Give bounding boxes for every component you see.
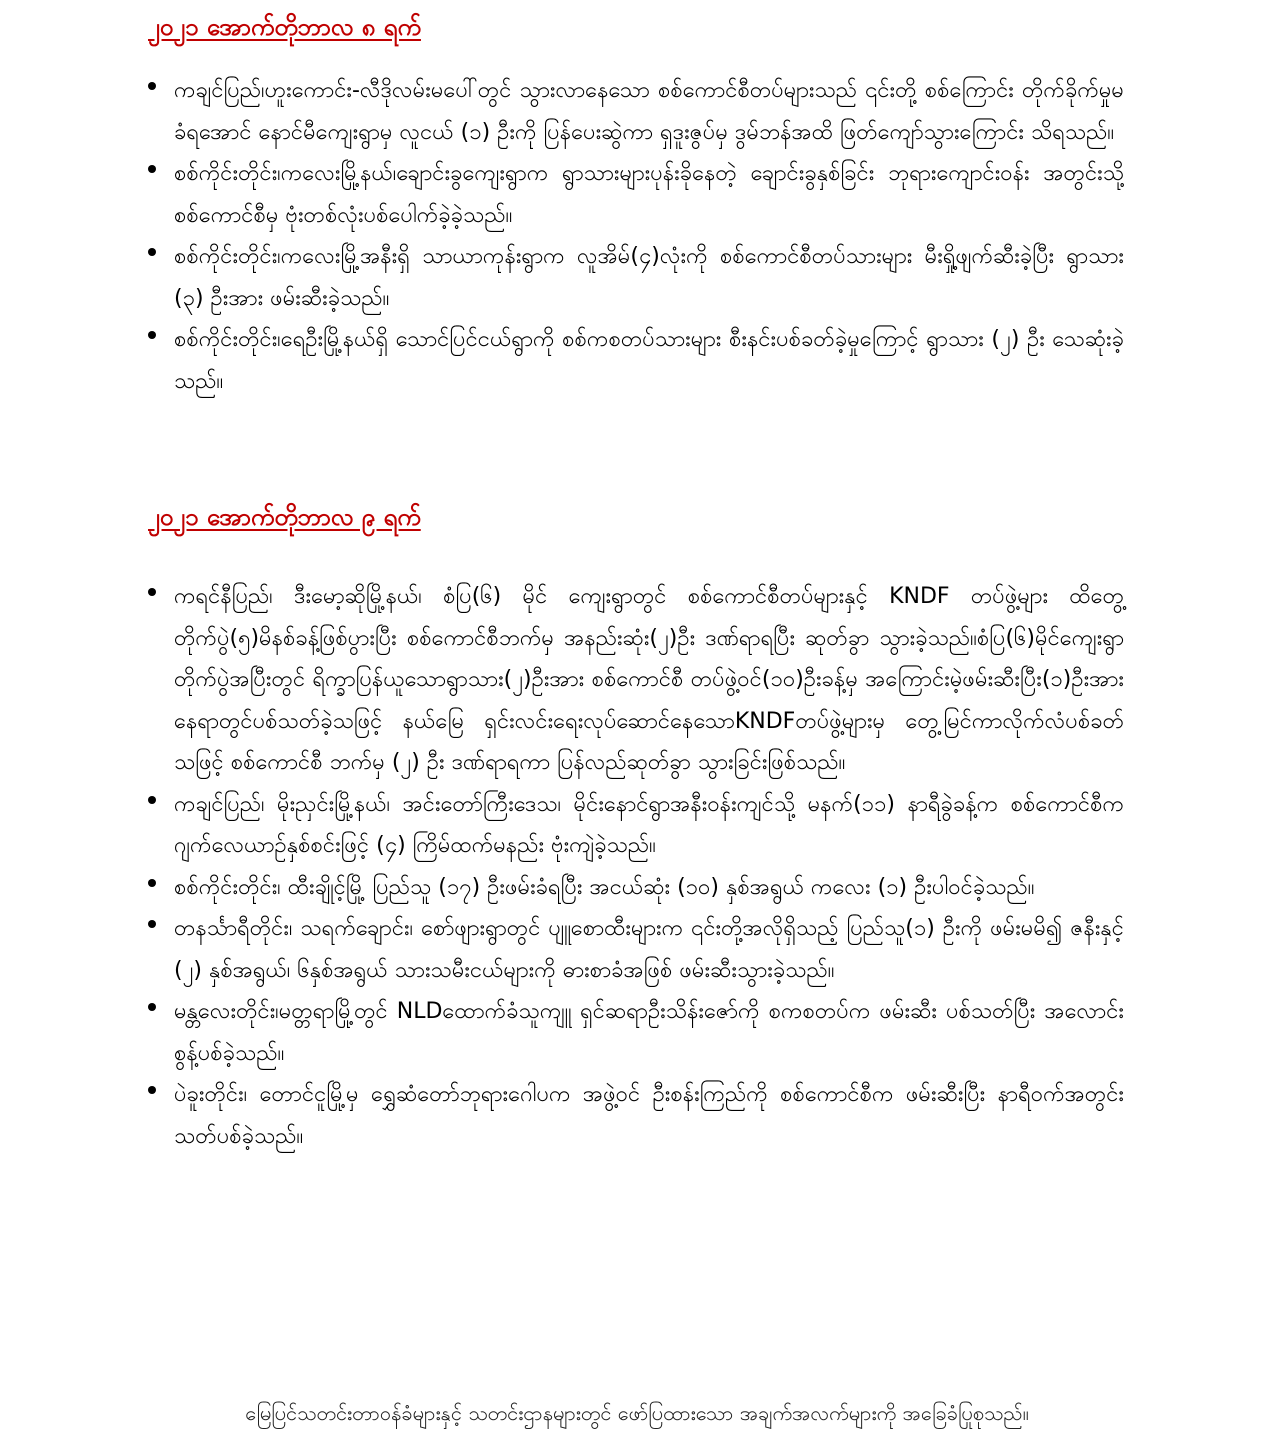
bullet-icon [148, 1003, 156, 1011]
bullet-icon [148, 1086, 156, 1094]
list-item [148, 153, 1124, 236]
list-item-text: မန္တလေးတိုင်း၊မတ္တရာမြို့တွင် NLDထောက်ခံသူကျူ ရှင်ဆရာဦးသိန်းဇော်ကို စကစတပ်က ဖမ်းဆီး ပစ်သတ်ပြီး အလောင်းစွန့်ပစ်ခဲ့သည်။ [174, 999, 1124, 1066]
list-item [148, 908, 1124, 991]
section-heading: ၂၀၂၁ အောက်တိုဘာလ ၉ ရက် [148, 503, 421, 531]
bullet-icon [148, 588, 156, 596]
list-item [148, 991, 1124, 1074]
bullet-icon [148, 82, 156, 90]
list-item [148, 236, 1124, 319]
bullet-list [148, 576, 1124, 1157]
list-item [148, 576, 1124, 784]
bullet-list [148, 70, 1124, 402]
list-item-text: ကရင်နီပြည်၊ ဒီးမော့ဆိုမြို့နယ်၊ စံပြ(၆) မိုင် ကျေးရွာတွင် စစ်ကောင်စီတပ်များနှင့် KNDF တပ်ဖွဲ့များ ထိတွေ့တိုက်ပွဲ(၅)မိနစ်ခန့်ဖြစ်ပွားပြီး စစ်ကောင်စီဘက်မှ အနည်းဆုံး(၂)ဦး ဒဏ်ရာရပြီး ဆုတ်ခွာ သွားခဲ့သည်။စံပြ(၆)မိုင်ကျေးရွာတိုက်ပွဲအပြီးတွင် ရိက္ခာပြန်ယူသောရွာသား(၂)ဦးအား စစ်ကောင်စီ တပ်ဖွဲ့ဝင်(၁၀)ဦးခန့်မှ အကြောင်းမဲ့ဖမ်းဆီးပြီး(၁)ဦးအား နေရာတွင်ပစ်သတ်ခဲ့သဖြင့် နယ်မြေ ရှင်းလင်းရေးလုပ်ဆောင်နေသောKNDFတပ်ဖွဲ့များမှ တွေ့မြင်ကာလိုက်လံပစ်ခတ်သဖြင့် စစ်ကောင်စီ ဘက်မှ (၂) ဦး ဒဏ်ရာရကာ ပြန်လည်ဆုတ်ခွာ သွားခြင်းဖြစ်သည်။ [174, 584, 1124, 775]
bullet-icon [148, 248, 156, 256]
list-item [148, 784, 1124, 867]
section-oct-9 [148, 500, 1124, 1157]
bullet-icon [148, 331, 156, 339]
list-item-text: စစ်ကိုင်းတိုင်း၊ ထီးချိုင့်မြို့ ပြည်သူ (၁၇) ဦးဖမ်းခံရပြီး အငယ်ဆုံး (၁၀) နှစ်အရွယ် ကလေး (၁) ဦးပါဝင်ခဲ့သည်။ [174, 874, 1035, 900]
list-item [148, 867, 1124, 909]
list-item-text: စစ်ကိုင်းတိုင်း၊ကလေးမြို့အနီးရှိ သာယာကုန်းရွာက လူအိမ်(၄)လုံးကို စစ်ကောင်စီတပ်သားများ မီးရှို့ဖျက်ဆီးခဲ့ပြီး ရွာသား (၃) ဦးအား ဖမ်းဆီးခဲ့သည်။ [174, 244, 1124, 311]
bullet-icon [148, 796, 156, 804]
bullet-icon [148, 920, 156, 928]
list-item [148, 319, 1124, 402]
list-item [148, 70, 1124, 153]
bullet-icon [148, 879, 156, 887]
list-item-text: ပဲခူးတိုင်း၊ တောင်ငူမြို့မှ ရွှေဆံတော်ဘုရားဂေါပက အဖွဲ့ဝင် ဦးစန်းကြည်ကို စစ်ကောင်စီက ဖမ်းဆီးပြီး နာရီဝက်အတွင်း သတ်ပစ်ခဲ့သည်။ [174, 1082, 1124, 1149]
list-item-text: တနင်္သာရီတိုင်း၊ သရက်ချောင်း၊ စော်ဖျားရွာတွင် ပျူစောထီးများက ၎င်းတို့အလိုရှိသည့် ပြည်သူ(၁) ဦးကို ဖမ်းမမိ၍ ဇနီးနှင့် (၂) နှစ်အရွယ်၊ ၆နှစ်အရွယ် သားသမီးငယ်များကို ဓားစာခံအဖြစ် ဖမ်းဆီးသွားခဲ့သည်။ [174, 916, 1124, 983]
list-item-text: စစ်ကိုင်းတိုင်း၊ရေဦးမြို့နယ်ရှိ သောင်ပြင်ငယ်ရွာကို စစ်ကစတပ်သားများ စီးနင်းပစ်ခတ်ခဲ့မှုကြောင့် ရွာသား (၂) ဦး သေဆုံးခဲ့သည်။ [174, 327, 1124, 394]
section-heading: ၂၀၂၁ အောက်တိုဘာလ ၈ ရက် [148, 13, 421, 41]
bullet-icon [148, 165, 156, 173]
list-item-text: ကချင်ပြည်၊ မိုးညှင်းမြို့နယ်၊ အင်းတော်ကြီးဒေသ၊ မိုင်းနောင်ရွာအနီးဝန်းကျင်သို့ မနက်(၁၁) နာရီခွဲခန့်က စစ်ကောင်စီက ဂျက်လေယာဉ်နှစ်စင်းဖြင့် (၄) ကြိမ်ထက်မနည်း ဗုံးကျဲခဲ့သည်။ [174, 791, 1124, 858]
list-item-text: စစ်ကိုင်းတိုင်း၊ကလေးမြို့နယ်၊ချောင်းခွကျေးရွာက ရွာသားများပုန်းခိုနေတဲ့ ချောင်းခွနှစ်ခြင်း ဘုရားကျောင်းဝန်း အတွင်းသို့ စစ်ကောင်စီမှ ဗုံးတစ်လုံးပစ်ပေါက်ခဲ့ခဲ့သည်။ [174, 161, 1124, 228]
footer-source-note: မြေပြင်သတင်းတာဝန်ခံများနှင့် သတင်းဌာနများတွင် ဖော်ပြထားသော အချက်အလက်များကို အခြေခံပြုစုသည်။ [245, 1401, 1029, 1425]
list-item [148, 1074, 1124, 1157]
section-oct-8 [148, 10, 1124, 402]
list-item-text: ကချင်ပြည်၊ဟူးကောင်း-လီဒိုလမ်းမပေါ်တွင် သွားလာနေသော စစ်ကောင်စီတပ်များသည် ၎င်းတို့ စစ်ကြောင်း တိုက်ခိုက်မှုမခံရအောင် နောင်မီကျေးရွာမှ လူငယ် (၁) ဦးကို ပြန်ပေးဆွဲကာ ရှဒူးဇွပ်မှ ဒွမ်ဘန်အထိ ဖြတ်ကျော်သွားကြောင်း သိရသည်။ [174, 78, 1124, 145]
